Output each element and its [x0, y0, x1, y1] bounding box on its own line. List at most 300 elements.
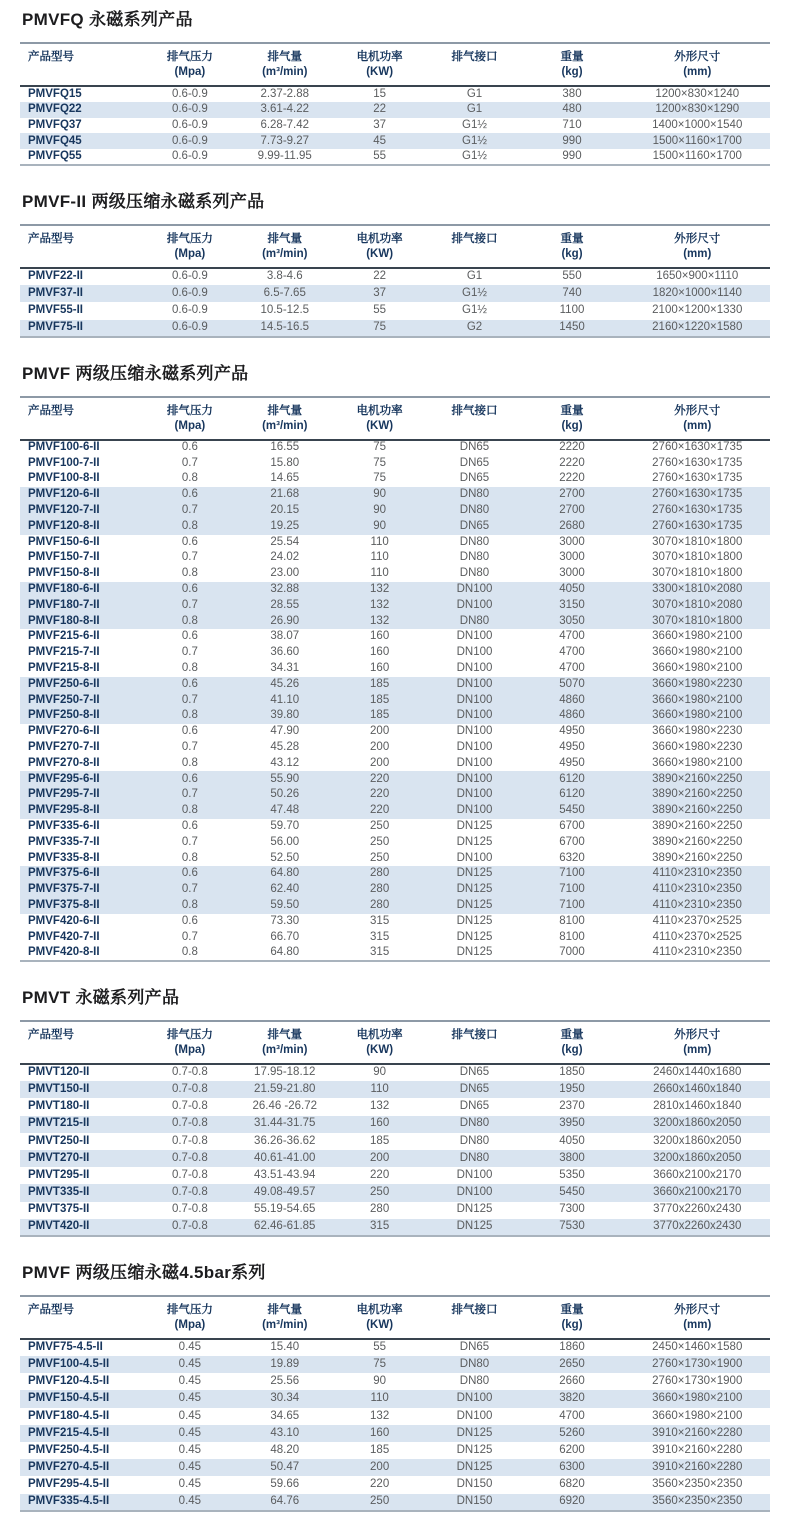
table-row	[20, 756, 770, 772]
cell-weight: 6820	[559, 1478, 585, 1491]
cell-power: 22	[373, 270, 387, 283]
cell-weight: 380	[562, 87, 582, 100]
cell-pressure: 0.45	[178, 1375, 202, 1388]
cell-weight: 2220	[559, 472, 585, 485]
cell-power: 220	[370, 788, 390, 801]
cell-weight: 7100	[559, 883, 585, 896]
cell-weight: 740	[562, 287, 582, 300]
cell-dimensions: 3890×2160×2250	[652, 851, 743, 864]
cell-port: DN100	[456, 646, 493, 659]
table-row	[20, 598, 770, 614]
column-header-dimensions	[625, 225, 771, 268]
cell-pressure: 0.7	[181, 646, 198, 659]
column-label: 排气量	[267, 1029, 302, 1042]
cell-port: DN125	[456, 1426, 493, 1439]
cell-pressure: 0.6	[181, 677, 198, 690]
column-unit: (kg)	[561, 66, 583, 78]
cell-weight: 2370	[559, 1100, 585, 1113]
cell-model: PMVT375-II	[28, 1203, 90, 1216]
column-label: 外形尺寸	[674, 404, 721, 417]
cell-pressure: 0.7-0.8	[171, 1083, 208, 1096]
cell-power: 132	[370, 1100, 390, 1113]
cell-model: PMVF150-4.5-II	[28, 1392, 110, 1405]
cell-port: DN65	[459, 519, 490, 532]
table-row	[20, 1202, 770, 1219]
table-row	[20, 320, 770, 337]
cell-port: DN125	[456, 883, 493, 896]
table-section-pmvfq	[20, 10, 770, 166]
cell-model: PMVF55-II	[28, 304, 83, 317]
cell-dimensions: 1820×1000×1140	[652, 287, 742, 300]
cell-port: G1½	[462, 304, 487, 317]
cell-power: 315	[370, 930, 390, 943]
cell-capacity: 49.08-49.57	[254, 1186, 316, 1199]
cell-model: PMVT180-II	[28, 1100, 90, 1113]
cell-power: 315	[370, 1220, 390, 1233]
header-row	[20, 1296, 770, 1339]
table-row	[20, 1219, 770, 1236]
column-unit: (kg)	[561, 419, 583, 432]
cell-pressure: 0.7	[181, 930, 198, 943]
column-unit	[430, 65, 520, 80]
cell-model: PMVF250-8-II	[28, 709, 100, 722]
cell-port: G1½	[462, 118, 487, 131]
cell-weight: 2650	[559, 1357, 585, 1370]
cell-capacity: 32.88	[270, 583, 300, 596]
cell-pressure: 0.7-0.8	[171, 1134, 208, 1147]
cell-power: 160	[370, 646, 390, 659]
column-unit: (KW)	[366, 66, 394, 78]
column-header-weight	[520, 225, 625, 268]
column-unit	[28, 65, 140, 80]
cell-pressure: 0.45	[178, 1357, 202, 1370]
cell-power: 90	[373, 504, 387, 517]
cell-weight: 4700	[559, 630, 585, 643]
cell-power: 110	[370, 1392, 389, 1405]
cell-port: DN65	[459, 1341, 490, 1354]
cell-port: DN100	[456, 677, 493, 690]
cell-model: PMVF180-4.5-II	[28, 1409, 110, 1422]
table-row	[20, 102, 770, 118]
column-unit: (m³/min)	[262, 247, 308, 260]
cell-weight: 6200	[559, 1443, 585, 1456]
cell-pressure: 0.7	[181, 504, 198, 517]
cell-pressure: 0.45	[178, 1392, 202, 1405]
cell-pressure: 0.6-0.9	[171, 118, 208, 131]
cell-model: PMVF100-4.5-II	[28, 1357, 110, 1370]
cell-port: DN100	[456, 1169, 493, 1181]
cell-port: DN65	[459, 1100, 490, 1113]
cell-power: 315	[370, 945, 390, 958]
cell-capacity: 38.07	[270, 630, 300, 643]
cell-capacity: 3.8-4.6	[266, 270, 303, 283]
column-unit	[430, 247, 520, 262]
column-header-weight	[520, 397, 625, 440]
cell-model: PMVF375-7-II	[28, 883, 100, 896]
cell-pressure: 0.7	[181, 835, 198, 848]
cell-model: PMVF215-4.5-II	[28, 1426, 110, 1439]
cell-model: PMVF250-7-II	[28, 693, 100, 706]
cell-pressure: 0.7-0.8	[171, 1169, 208, 1181]
table-row	[20, 692, 770, 708]
column-label: 重量	[560, 1303, 584, 1316]
cell-dimensions: 4110×2310×2350	[652, 883, 742, 896]
cell-dimensions: 1200×830×1290	[655, 102, 740, 115]
column-unit: (kg)	[561, 247, 583, 260]
cell-model: PMVFQ22	[28, 102, 82, 115]
table-title-pmvf: PMVF 两级压缩永磁系列产品	[22, 363, 249, 383]
cell-capacity: 36.26-36.62	[254, 1134, 316, 1147]
cell-weight: 7100	[559, 898, 585, 911]
cell-dimensions: 3770x2260x2430	[653, 1220, 742, 1233]
column-header-weight	[520, 1296, 625, 1339]
cell-weight: 2220	[559, 456, 585, 469]
cell-model: PMVF120-6-II	[28, 488, 100, 501]
cell-capacity: 64.80	[270, 867, 300, 880]
cell-model: PMVF375-6-II	[28, 867, 100, 880]
column-unit: (m³/min)	[262, 419, 308, 432]
cell-pressure: 0.8	[181, 756, 198, 769]
cell-pressure: 0.7	[181, 741, 198, 754]
column-unit: (Mpa)	[174, 419, 206, 432]
cell-capacity: 6.5-7.65	[263, 287, 306, 300]
table-row	[20, 803, 770, 819]
column-label: 电机功率	[356, 1303, 403, 1316]
column-header-power	[330, 397, 430, 440]
cell-dimensions: 3910×2160×2280	[652, 1443, 743, 1456]
cell-power: 185	[370, 693, 390, 706]
column-label: 产品型号	[28, 232, 74, 245]
spec-table-pmvt	[20, 1020, 770, 1237]
cell-port: DN80	[459, 1117, 490, 1130]
cell-dimensions: 3770x2260x2430	[653, 1203, 742, 1216]
cell-model: PMVF420-8-II	[28, 945, 100, 958]
cell-pressure: 0.7-0.8	[171, 1186, 208, 1199]
column-unit: (kg)	[561, 1318, 583, 1331]
column-label: 外形尺寸	[674, 1303, 721, 1316]
column-label: 排气接口	[451, 1029, 498, 1042]
table-row	[20, 661, 770, 677]
column-label: 产品型号	[28, 1029, 74, 1042]
cell-port: DN100	[456, 1186, 493, 1199]
cell-model: PMVT270-II	[28, 1151, 90, 1164]
cell-dimensions: 2660x1460x1840	[653, 1083, 742, 1096]
cell-pressure: 0.7-0.8	[171, 1100, 208, 1113]
column-header-capacity	[240, 397, 330, 440]
table-row	[20, 285, 770, 302]
cell-dimensions: 3070×1810×1800	[652, 567, 743, 580]
cell-power: 280	[370, 898, 390, 911]
cell-port: DN100	[456, 1392, 493, 1405]
cell-dimensions: 3910×2160×2280	[652, 1426, 743, 1439]
cell-pressure: 0.8	[181, 898, 198, 911]
table-row	[20, 1459, 770, 1476]
table-section-pmvf-45bar	[20, 1263, 770, 1512]
cell-model: PMVF270-4.5-II	[28, 1461, 110, 1474]
cell-dimensions: 3660x2100x2170	[653, 1186, 742, 1199]
table-row	[20, 1116, 770, 1133]
column-label: 产品型号	[28, 51, 74, 63]
cell-capacity: 2.37-2.88	[260, 87, 310, 100]
cell-pressure: 0.7	[181, 598, 198, 611]
cell-weight: 990	[562, 134, 582, 147]
cell-model: PMVT335-II	[28, 1186, 90, 1199]
cell-power: 200	[370, 1151, 390, 1164]
cell-pressure: 0.45	[178, 1461, 202, 1474]
cell-model: PMVT215-II	[28, 1117, 90, 1130]
column-label: 外形尺寸	[674, 232, 721, 245]
cell-power: 160	[370, 1117, 390, 1130]
cell-dimensions: 3660×1980×2100	[652, 646, 743, 659]
cell-port: DN100	[456, 693, 493, 706]
cell-model: PMVF250-4.5-II	[28, 1443, 110, 1456]
cell-weight: 2700	[559, 488, 585, 501]
header-row	[20, 397, 770, 440]
cell-pressure: 0.8	[181, 519, 198, 532]
cell-pressure: 0.45	[178, 1426, 202, 1439]
table-row	[20, 819, 770, 835]
column-unit: (m³/min)	[262, 1318, 308, 1331]
cell-port: DN100	[456, 725, 493, 738]
column-unit	[28, 419, 140, 434]
table-row	[20, 1339, 770, 1356]
cell-power: 90	[373, 1066, 387, 1079]
cell-pressure: 0.6	[181, 441, 198, 454]
cell-dimensions: 1500×1160×1700	[652, 149, 742, 162]
cell-capacity: 6.28-7.42	[260, 118, 310, 131]
cell-power: 185	[370, 677, 390, 690]
table-row	[20, 268, 770, 285]
cell-port: DN125	[456, 1220, 493, 1233]
cell-capacity: 24.02	[270, 551, 300, 564]
cell-capacity: 59.70	[270, 820, 300, 832]
cell-power: 55	[373, 1341, 387, 1354]
table-row	[20, 1184, 770, 1201]
cell-port: DN80	[459, 488, 490, 501]
cell-dimensions: 1650×900×1110	[656, 270, 739, 283]
cell-capacity: 15.40	[270, 1341, 300, 1354]
table-row	[20, 945, 770, 961]
cell-port: DN100	[456, 709, 493, 722]
cell-weight: 990	[562, 149, 582, 162]
table-row	[20, 86, 770, 102]
cell-pressure: 0.8	[181, 662, 198, 675]
column-header-model	[20, 397, 140, 440]
cell-dimensions: 3660×1980×2100	[652, 709, 743, 722]
cell-capacity: 47.48	[270, 804, 300, 817]
column-header-port	[430, 43, 520, 86]
column-header-model	[20, 43, 140, 86]
cell-capacity: 59.66	[270, 1478, 300, 1491]
cell-model: PMVF420-6-II	[28, 914, 100, 927]
cell-port: DN80	[459, 567, 490, 580]
cell-dimensions: 3660×1980×2100	[652, 1392, 743, 1405]
cell-model: PMVF100-6-II	[28, 441, 100, 454]
cell-dimensions: 3200x1860x2050	[653, 1134, 742, 1147]
cell-weight: 3000	[559, 535, 585, 548]
cell-weight: 2220	[559, 441, 585, 454]
cell-pressure: 0.6	[181, 583, 198, 596]
table-row	[20, 133, 770, 149]
column-label: 排气量	[267, 404, 302, 417]
cell-model: PMVF295-4.5-II	[28, 1478, 110, 1491]
cell-capacity: 50.47	[270, 1461, 300, 1474]
column-label: 排气压力	[166, 51, 213, 63]
cell-port: DN100	[456, 662, 493, 675]
column-unit	[28, 247, 140, 262]
cell-dimensions: 2760×1630×1735	[652, 456, 743, 469]
cell-capacity: 26.46 -26.72	[252, 1100, 318, 1113]
cell-weight: 7000	[559, 945, 585, 958]
cell-power: 315	[370, 914, 390, 927]
cell-port: DN125	[456, 945, 493, 958]
table-row	[20, 645, 770, 661]
table-row	[20, 1133, 770, 1150]
column-unit: (mm)	[683, 66, 712, 78]
cell-port: DN125	[456, 820, 493, 832]
cell-pressure: 0.6-0.9	[171, 134, 208, 147]
cell-capacity: 14.65	[270, 472, 300, 485]
cell-port: DN65	[459, 441, 490, 454]
cell-weight: 1850	[559, 1066, 585, 1079]
cell-dimensions: 3660×1980×2230	[652, 741, 743, 754]
cell-weight: 4700	[559, 662, 585, 675]
cell-power: 90	[373, 1375, 387, 1388]
cell-power: 75	[373, 456, 387, 469]
cell-capacity: 56.00	[270, 835, 300, 848]
table-row	[20, 740, 770, 756]
cell-pressure: 0.6	[181, 725, 198, 738]
column-label: 排气压力	[166, 1303, 213, 1316]
cell-capacity: 15.80	[270, 456, 300, 469]
cell-capacity: 43.12	[270, 756, 300, 769]
cell-dimensions: 3890×2160×2250	[652, 835, 743, 848]
cell-capacity: 34.31	[270, 662, 300, 675]
cell-weight: 6920	[559, 1494, 585, 1507]
cell-weight: 1950	[559, 1083, 585, 1096]
cell-weight: 4950	[559, 725, 585, 738]
cell-capacity: 28.55	[270, 598, 300, 611]
table-row	[20, 914, 770, 930]
cell-weight: 8100	[559, 930, 585, 943]
cell-port: DN125	[456, 1443, 493, 1456]
cell-capacity: 50.26	[270, 788, 300, 801]
cell-model: PMVF75-II	[28, 320, 83, 333]
column-header-pressure	[140, 397, 240, 440]
column-unit	[430, 419, 520, 434]
spec-table-pmvf	[20, 396, 770, 962]
table-row	[20, 535, 770, 551]
cell-pressure: 0.6-0.9	[171, 304, 208, 317]
column-header-power	[330, 225, 430, 268]
column-unit: (KW)	[366, 1044, 394, 1057]
cell-model: PMVT150-II	[28, 1083, 90, 1096]
cell-power: 110	[370, 567, 389, 580]
column-unit	[28, 1043, 140, 1058]
cell-model: PMVF100-8-II	[28, 472, 100, 485]
column-label: 电机功率	[356, 51, 403, 63]
column-unit: (KW)	[366, 247, 394, 260]
column-label: 排气接口	[451, 51, 498, 63]
cell-port: G1½	[462, 287, 487, 300]
cell-port: DN65	[459, 1083, 490, 1096]
cell-power: 45	[373, 134, 387, 147]
cell-capacity: 9.99-11.95	[257, 149, 312, 162]
cell-port: DN100	[456, 804, 493, 817]
cell-power: 220	[370, 1478, 390, 1491]
cell-port: DN80	[459, 1375, 490, 1388]
cell-weight: 5070	[559, 677, 585, 690]
column-label: 重量	[560, 232, 584, 245]
cell-power: 250	[370, 820, 390, 832]
table-row	[20, 850, 770, 866]
cell-pressure: 0.6	[181, 914, 198, 927]
cell-model: PMVF150-8-II	[28, 567, 100, 580]
column-unit: (mm)	[683, 419, 712, 432]
cell-model: PMVF180-6-II	[28, 583, 100, 596]
product-spec-page	[20, 10, 770, 1512]
cell-power: 200	[370, 725, 390, 738]
cell-model: PMVF22-II	[28, 270, 83, 283]
cell-weight: 5450	[559, 1186, 585, 1199]
column-label: 排气压力	[166, 1029, 213, 1042]
cell-power: 132	[370, 583, 390, 596]
table-row	[20, 866, 770, 882]
cell-model: PMVF295-6-II	[28, 772, 100, 785]
cell-power: 75	[373, 472, 387, 485]
table-section-pmvt	[20, 988, 770, 1237]
cell-dimensions: 2760×1630×1735	[652, 504, 743, 517]
column-unit: (Mpa)	[174, 66, 206, 78]
table-row	[20, 440, 770, 456]
cell-dimensions: 3560×2350×2350	[652, 1494, 743, 1507]
cell-capacity: 26.90	[270, 614, 300, 627]
cell-port: DN80	[459, 1134, 490, 1147]
cell-model: PMVF215-7-II	[28, 646, 100, 659]
cell-power: 160	[370, 1426, 390, 1439]
cell-model: PMVF270-7-II	[28, 741, 100, 754]
cell-pressure: 0.7	[181, 693, 198, 706]
cell-pressure: 0.6	[181, 867, 198, 880]
cell-weight: 3800	[559, 1151, 585, 1164]
table-row	[20, 550, 770, 566]
table-row	[20, 503, 770, 519]
cell-pressure: 0.6-0.9	[171, 287, 208, 300]
cell-capacity: 52.50	[270, 851, 300, 864]
cell-capacity: 55.19-54.65	[254, 1203, 316, 1216]
column-label: 排气量	[267, 1303, 302, 1316]
column-header-weight	[520, 1021, 625, 1064]
table-row	[20, 149, 770, 165]
cell-dimensions: 3200x1860x2050	[653, 1151, 742, 1164]
column-unit: (Mpa)	[174, 247, 206, 260]
table-row	[20, 471, 770, 487]
table-row	[20, 708, 770, 724]
cell-dimensions: 4110×2370×2525	[652, 930, 742, 943]
cell-weight: 8100	[559, 914, 585, 927]
table-row	[20, 835, 770, 851]
cell-model: PMVF335-8-II	[28, 851, 100, 864]
table-row	[20, 1373, 770, 1390]
cell-port: DN125	[456, 914, 493, 927]
column-header-dimensions	[625, 1021, 771, 1064]
cell-pressure: 0.6	[181, 488, 198, 501]
column-unit	[28, 1318, 140, 1333]
cell-model: PMVF150-6-II	[28, 535, 100, 548]
table-row	[20, 519, 770, 535]
cell-capacity: 55.90	[270, 772, 300, 785]
column-header-pressure	[140, 225, 240, 268]
